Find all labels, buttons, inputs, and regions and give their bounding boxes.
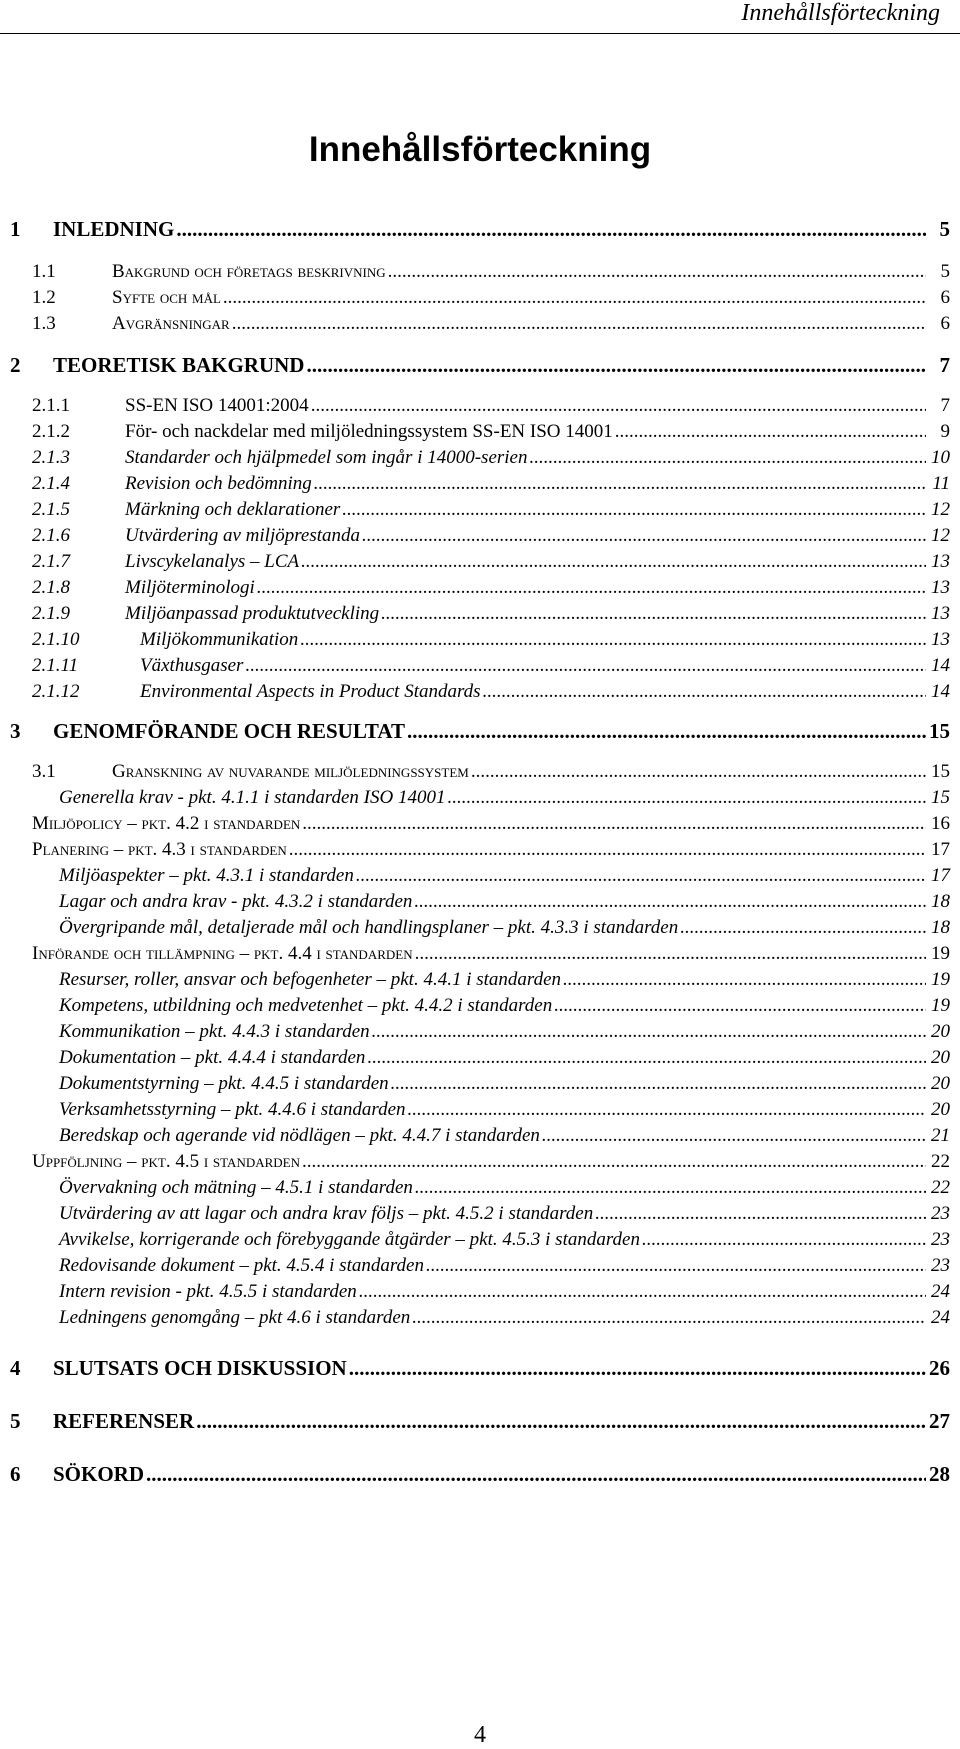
toc-entry-inforande[interactable] [32, 943, 950, 965]
toc-entry-1[interactable] [10, 217, 950, 242]
toc-title: Miljöterminologi [125, 577, 255, 598]
leader-dots [306, 353, 926, 378]
leader-dots [680, 917, 926, 939]
toc-title: Avgränsningar [112, 313, 230, 334]
toc-title: Kommunikation – pkt. 4.4.3 i standarden [59, 1021, 370, 1042]
toc-title: SS-EN ISO 14001:2004 [125, 395, 309, 416]
toc-entry-1-2[interactable] [32, 287, 950, 309]
toc-number: 2.1.2 [32, 421, 70, 442]
toc-entry-2-1-7[interactable] [32, 551, 950, 573]
toc-page: 17 [931, 839, 950, 860]
toc-page: 5 [940, 261, 950, 282]
toc-page: 13 [931, 629, 950, 650]
toc-title: Växthusgaser [140, 655, 244, 676]
leader-dots [595, 1203, 926, 1225]
toc-page: 20 [931, 1047, 950, 1068]
leader-dots [407, 719, 926, 744]
leader-dots [388, 261, 926, 283]
leader-dots [408, 1099, 926, 1121]
toc-title: Revision och bedömning [125, 473, 312, 494]
toc-entry-2-1-2[interactable] [32, 421, 950, 443]
toc-page: 13 [931, 551, 950, 572]
toc-page: 18 [931, 917, 950, 938]
toc-page: 19 [931, 969, 950, 990]
header-rule [0, 33, 960, 34]
toc-entry-verksamhetsstyrning[interactable] [59, 1099, 950, 1121]
toc-title: Övervakning och mätning – 4.5.1 i standarden [59, 1177, 413, 1198]
toc-entry-1-3[interactable] [32, 313, 950, 335]
toc-title: Införande och tillämpning – pkt. 4.4 i standarden [32, 943, 413, 964]
toc-number: 3 [10, 719, 21, 743]
toc-entry-2-1-8[interactable] [32, 577, 950, 599]
toc-title: Livscykelanalys – LCA [125, 551, 300, 572]
toc-entry-2-1-1[interactable] [32, 395, 950, 417]
toc-number: 1.3 [32, 313, 56, 334]
toc-page: 13 [931, 603, 950, 624]
toc-entry-2-1-4[interactable] [32, 473, 950, 495]
toc-page: 24 [931, 1281, 950, 1302]
toc-number: 2.1.1 [32, 395, 70, 416]
toc-title: Beredskap och agerande vid nödlägen – pkt. 4.4.7 i standarden [59, 1125, 540, 1146]
toc-page: 26 [929, 1356, 950, 1380]
toc-page: 12 [931, 499, 950, 520]
toc-page: 10 [931, 447, 950, 468]
toc-title: Utvärdering av att lagar och andra krav följs – pkt. 4.5.2 i standarden [59, 1203, 594, 1224]
toc-number: 2.1.3 [32, 447, 70, 468]
leader-dots [302, 813, 926, 835]
toc-entry-dokumentstyrning[interactable] [59, 1073, 950, 1095]
leader-dots [642, 1229, 926, 1251]
toc-page: 9 [940, 421, 950, 442]
leader-dots [342, 499, 926, 521]
toc-number: 2.1.11 [32, 655, 79, 676]
toc-number: 3.1 [32, 761, 56, 782]
leader-dots [447, 787, 926, 809]
toc-title: Dokumentstyrning – pkt. 4.4.5 i standarden [59, 1073, 389, 1094]
leader-dots [314, 473, 926, 495]
toc-title: Standarder och hjälpmedel som ingår i 14000-serien [125, 447, 528, 468]
toc-title: Avvikelse, korrigerande och förebyggande åtgärder – pkt. 4.5.3 i standarden [59, 1229, 640, 1250]
toc-page: 6 [940, 313, 950, 334]
toc-title: INLEDNING [53, 217, 175, 241]
toc-entry-2-1-3[interactable] [32, 447, 950, 469]
toc-entry-miljopolicy[interactable] [32, 813, 950, 835]
toc-entry-kommunikation[interactable] [59, 1021, 950, 1043]
leader-dots [414, 891, 926, 913]
toc-title: Lagar och andra krav - pkt. 4.3.2 i standarden [59, 891, 413, 912]
toc-entry-beredskap[interactable] [59, 1125, 950, 1147]
toc-number: 1.2 [32, 287, 56, 308]
leader-dots [381, 603, 926, 625]
running-header [0, 0, 960, 32]
leader-dots [289, 839, 926, 861]
toc-entry-planering[interactable] [32, 839, 950, 861]
toc-title: GENOMFÖRANDE OCH RESULTAT [53, 719, 405, 743]
toc-entry-2-1-9[interactable] [32, 603, 950, 625]
toc-page: 22 [931, 1151, 950, 1172]
toc-page: 14 [931, 655, 950, 676]
toc-page: 20 [931, 1099, 950, 1120]
leader-dots [245, 655, 926, 677]
toc-entry-overvakning[interactable] [59, 1177, 950, 1199]
toc-page: 7 [939, 353, 950, 377]
toc-number: 4 [10, 1356, 21, 1380]
toc-entry-generella-krav[interactable] [59, 787, 950, 809]
leader-dots [542, 1125, 926, 1147]
toc-title: Bakgrund och företags beskrivning [112, 261, 386, 282]
page-title: Innehållsförteckning [308, 130, 652, 169]
toc-title: Miljöpolicy – pkt. 4.2 i standarden [32, 813, 301, 834]
toc-entry-resurser[interactable] [59, 969, 950, 991]
toc-page: 20 [931, 1073, 950, 1094]
toc-title: Dokumentation – pkt. 4.4.4 i standarden [59, 1047, 366, 1068]
toc-page: 23 [931, 1229, 950, 1250]
leader-dots [362, 525, 926, 547]
toc-title: Märkning och deklarationer [125, 499, 341, 520]
toc-title: Syfte och mål [112, 287, 221, 308]
toc-page: 7 [940, 395, 950, 416]
toc-page: 19 [931, 943, 950, 964]
toc-entry-miljoaspekter[interactable] [59, 865, 950, 887]
toc-page: 22 [931, 1177, 950, 1198]
toc-entry-lagar-och-andra-krav[interactable] [59, 891, 950, 913]
toc-number: 2.1.7 [32, 551, 70, 572]
toc-page: 19 [931, 995, 950, 1016]
toc-title: Miljöanpassad produktutveckling [125, 603, 380, 624]
toc-number: 2.1.10 [32, 629, 80, 650]
toc-page: 6 [940, 287, 950, 308]
leader-dots [412, 1307, 926, 1329]
toc-title: Generella krav - pkt. 4.1.1 i standarden ISO 14001 [59, 787, 446, 808]
toc-page: 11 [932, 473, 950, 494]
toc-number: 1 [10, 217, 21, 241]
leader-dots [426, 1255, 926, 1277]
toc-title: Environmental Aspects in Product Standards [140, 681, 481, 702]
toc-entry-dokumentation[interactable] [59, 1047, 950, 1069]
toc-page: 16 [931, 813, 950, 834]
toc-page: 14 [931, 681, 950, 702]
leader-dots [415, 1177, 926, 1199]
toc-page: 23 [931, 1255, 950, 1276]
leader-dots [349, 1356, 926, 1381]
leader-dots [301, 551, 926, 573]
toc-number: 2.1.5 [32, 499, 70, 520]
leader-dots [554, 995, 926, 1017]
toc-page: 15 [929, 719, 950, 743]
leader-dots [367, 1047, 926, 1069]
leader-dots [146, 1462, 926, 1487]
toc-page: 12 [931, 525, 950, 546]
toc-entry-2-1-10[interactable] [32, 629, 950, 651]
toc-entry-redovisande-dokument[interactable] [59, 1255, 950, 1277]
leader-dots [483, 681, 926, 703]
toc-title: Redovisande dokument – pkt. 4.5.4 i standarden [59, 1255, 424, 1276]
toc-page: 18 [931, 891, 950, 912]
leader-dots [302, 1151, 926, 1173]
toc-entry-intern-revision[interactable] [59, 1281, 950, 1303]
leader-dots [223, 287, 926, 309]
toc-title: Verksamhetsstyrning – pkt. 4.4.6 i standarden [59, 1099, 406, 1120]
toc-entry-2-1-11[interactable] [32, 655, 950, 677]
toc-page: 23 [931, 1203, 950, 1224]
toc-title: Planering – pkt. 4.3 i standarden [32, 839, 287, 860]
leader-dots [176, 217, 926, 242]
toc-entry-kompetens[interactable] [59, 995, 950, 1017]
toc-page: 20 [931, 1021, 950, 1042]
leader-dots [196, 1409, 926, 1434]
toc-page: 5 [939, 217, 950, 241]
toc-number: 5 [10, 1409, 21, 1433]
toc-page: 13 [931, 577, 950, 598]
toc-page: 15 [931, 787, 950, 808]
leader-dots [356, 865, 926, 887]
toc-entry-utvardering-lagar[interactable] [59, 1203, 950, 1225]
toc-title: Miljökommunikation [140, 629, 299, 650]
toc-page: 24 [931, 1307, 950, 1328]
toc-title: Ledningens genomgång – pkt 4.6 i standarden [59, 1307, 411, 1328]
leader-dots [372, 1021, 926, 1043]
toc-number: 2.1.12 [32, 681, 80, 702]
toc-page: 21 [931, 1125, 950, 1146]
toc-number: 2 [10, 353, 21, 377]
toc-title: TEORETISK BAKGRUND [53, 353, 305, 377]
running-header-title: Innehållsförteckning [741, 0, 940, 26]
toc-title: Resurser, roller, ansvar och befogenheter – pkt. 4.4.1 i standarden [59, 969, 562, 990]
toc-number: 2.1.8 [32, 577, 70, 598]
toc-number: 2.1.6 [32, 525, 70, 546]
toc-page: 17 [931, 865, 950, 886]
toc-title: För- och nackdelar med miljöledningssystem SS-EN ISO 14001 [125, 421, 613, 442]
toc-entry-5[interactable] [10, 1409, 950, 1434]
toc-page: 28 [929, 1462, 950, 1486]
toc-number: 6 [10, 1462, 21, 1486]
leader-dots [232, 313, 926, 335]
toc-entry-1-1[interactable] [32, 261, 950, 283]
toc-title: SÖKORD [53, 1462, 145, 1486]
toc-title: SLUTSATS OCH DISKUSSION [53, 1356, 347, 1380]
leader-dots [615, 421, 926, 443]
toc-title: Utvärdering av miljöprestanda [125, 525, 361, 546]
toc-number: 2.1.9 [32, 603, 70, 624]
page-number: 4 [474, 1722, 486, 1748]
toc-entry-uppfoljning[interactable] [32, 1151, 950, 1173]
toc-page: 27 [929, 1409, 950, 1433]
leader-dots [391, 1073, 926, 1095]
leader-dots [257, 577, 926, 599]
toc-entry-overgripande-mal[interactable] [59, 917, 950, 939]
toc-title: Miljöaspekter – pkt. 4.3.1 i standarden [59, 865, 354, 886]
toc-entry-2-1-6[interactable] [32, 525, 950, 547]
toc-page: 15 [931, 761, 950, 782]
toc-entry-2[interactable] [10, 353, 950, 378]
toc-entry-avvikelse[interactable] [59, 1229, 950, 1251]
toc-entry-2-1-12[interactable] [32, 681, 950, 703]
toc-title: Kompetens, utbildning och medvetenhet – pkt. 4.4.2 i standarden [59, 995, 553, 1016]
toc-entry-3[interactable] [10, 719, 950, 744]
toc-number: 2.1.4 [32, 473, 70, 494]
toc-title: Uppföljning – pkt. 4.5 i standarden [32, 1151, 301, 1172]
toc-title: Intern revision - pkt. 4.5.5 i standarden [59, 1281, 357, 1302]
toc-number: 1.1 [32, 261, 56, 282]
leader-dots [300, 629, 926, 651]
leader-dots [471, 761, 926, 783]
toc-entry-6[interactable] [10, 1462, 950, 1487]
leader-dots [311, 395, 926, 417]
leader-dots [563, 969, 926, 991]
toc-entry-4[interactable] [10, 1356, 950, 1381]
toc-entry-ledningens-genomgang[interactable] [59, 1307, 950, 1329]
toc-title: Övergripande mål, detaljerade mål och handlingsplaner – pkt. 4.3.3 i standarden [59, 917, 679, 938]
toc-entry-2-1-5[interactable] [32, 499, 950, 521]
leader-dots [359, 1281, 926, 1303]
toc-entry-3-1[interactable] [32, 761, 950, 783]
toc-title: Granskning av nuvarande miljöledningssystem [112, 761, 469, 782]
leader-dots [529, 447, 926, 469]
toc-title: REFERENSER [53, 1409, 195, 1433]
leader-dots [415, 943, 926, 965]
